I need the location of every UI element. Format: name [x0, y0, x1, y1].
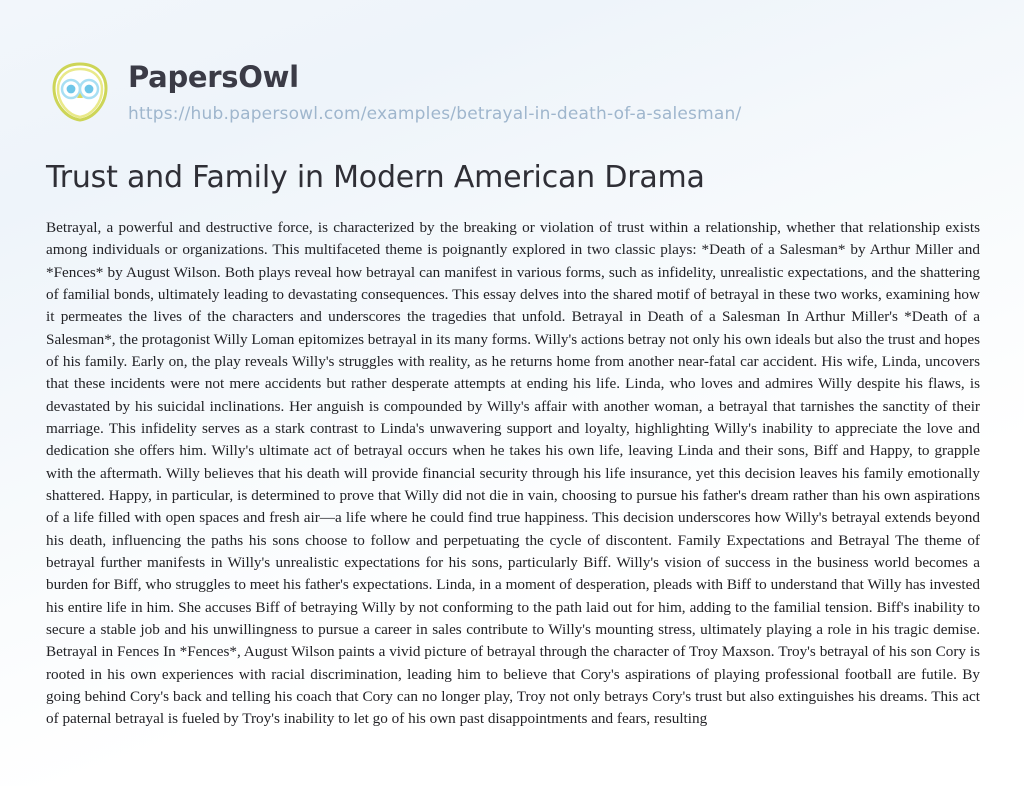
source-url[interactable]: https://hub.papersowl.com/examples/betrayal-in-death-of-a-salesman/: [128, 103, 742, 124]
owl-logo-icon: [48, 60, 112, 124]
site-header: [0, 0, 1024, 124]
article-body-text: Betrayal, a powerful and destructive force, is characterized by the breaking or violation of trust within a relationship, whether that relationship exists among individuals or organizations. This multifaceted theme is poignantly explored in two classic plays: *Death of a Salesman* by Arthur Miller and *Fences* by August Wilson. Both plays reveal how betrayal can manifest in various forms, such as infidelity, unrealistic expectations, and the shattering of familial bonds, ultimately leading to devastating consequences. This essay delves into the shared motif of betrayal in these two works, examining how it permeates the lives of the characters and underscores the tragedies that unfold. Betrayal in Death of a Salesman In Arthur Miller's *Death of a Salesman*, the protagonist Willy Loman epitomizes betrayal in its many forms. Willy's actions betray not only his own ideals but also the trust and hopes of his family. Early on, the play reveals Willy's struggles with reality, as he returns home from another near-fatal car accident. His wife, Linda, uncovers that these incidents were not mere accidents but rather desperate attempts at ending his life. Linda, who loves and admires Willy despite his flaws, is devastated by his suicidal inclinations. Her anguish is compounded by Willy's affair with another woman, a betrayal that tarnishes the sanctity of their marriage. This infidelity serves as a stark contrast to Linda's unwavering support and loyalty, highlighting Willy's inability to appreciate the love and dedication she offers him. Willy's ultimate act of betrayal occurs when he takes his own life, leaving Linda and their sons, Biff and Happy, to grapple with the aftermath. Willy believes that his death will provide financial security through his life insurance, yet this decision leaves his family emotionally shattered. Happy, in particular, is determined to prove that Willy did not die in vain, choosing to pursue his father's dream rather than his own aspirations of a life filled with open spaces and fresh air—a life where he could find true happiness. This decision underscores how Willy's betrayal extends beyond his death, influencing the paths his sons choose to follow and perpetuating the cycle of discontent. Family Expectations and Betrayal The theme of betrayal further manifests in Willy's unrealistic expectations for his sons, particularly Biff. Willy's vision of success in the business world becomes a burden for Biff, who struggles to meet his father's expectations. Linda, in a moment of desperation, pleads with Biff to understand that Willy has invested his entire life in him. She accuses Biff of betraying Willy by not conforming to the path laid out for him, adding to the familial tension. Biff's inability to secure a stable job and his unwillingness to pursue a career in sales contribute to Willy's mounting stress, ultimately playing a role in his tragic demise. Betrayal in Fences In *Fences*, August Wilson paints a vivid picture of betrayal through the character of Troy Maxson. Troy's betrayal of his son Cory is rooted in his own experiences with racial discrimination, leading him to believe that Cory's aspirations of playing professional football are futile. By going behind Cory's back and telling his coach that Cory can no longer play, Troy not only betrays Cory's trust but also extinguishes his dreams. This act of paternal betrayal is fueled by Troy's inability to let go of his own past disappointments and fears, resulting: [46, 218, 980, 728]
brand-block: [128, 52, 741, 124]
page-title: Trust and Family in Modern American Drama: [46, 159, 705, 195]
brand-name: PapersOwl: [128, 60, 299, 94]
article: [0, 124, 1024, 731]
